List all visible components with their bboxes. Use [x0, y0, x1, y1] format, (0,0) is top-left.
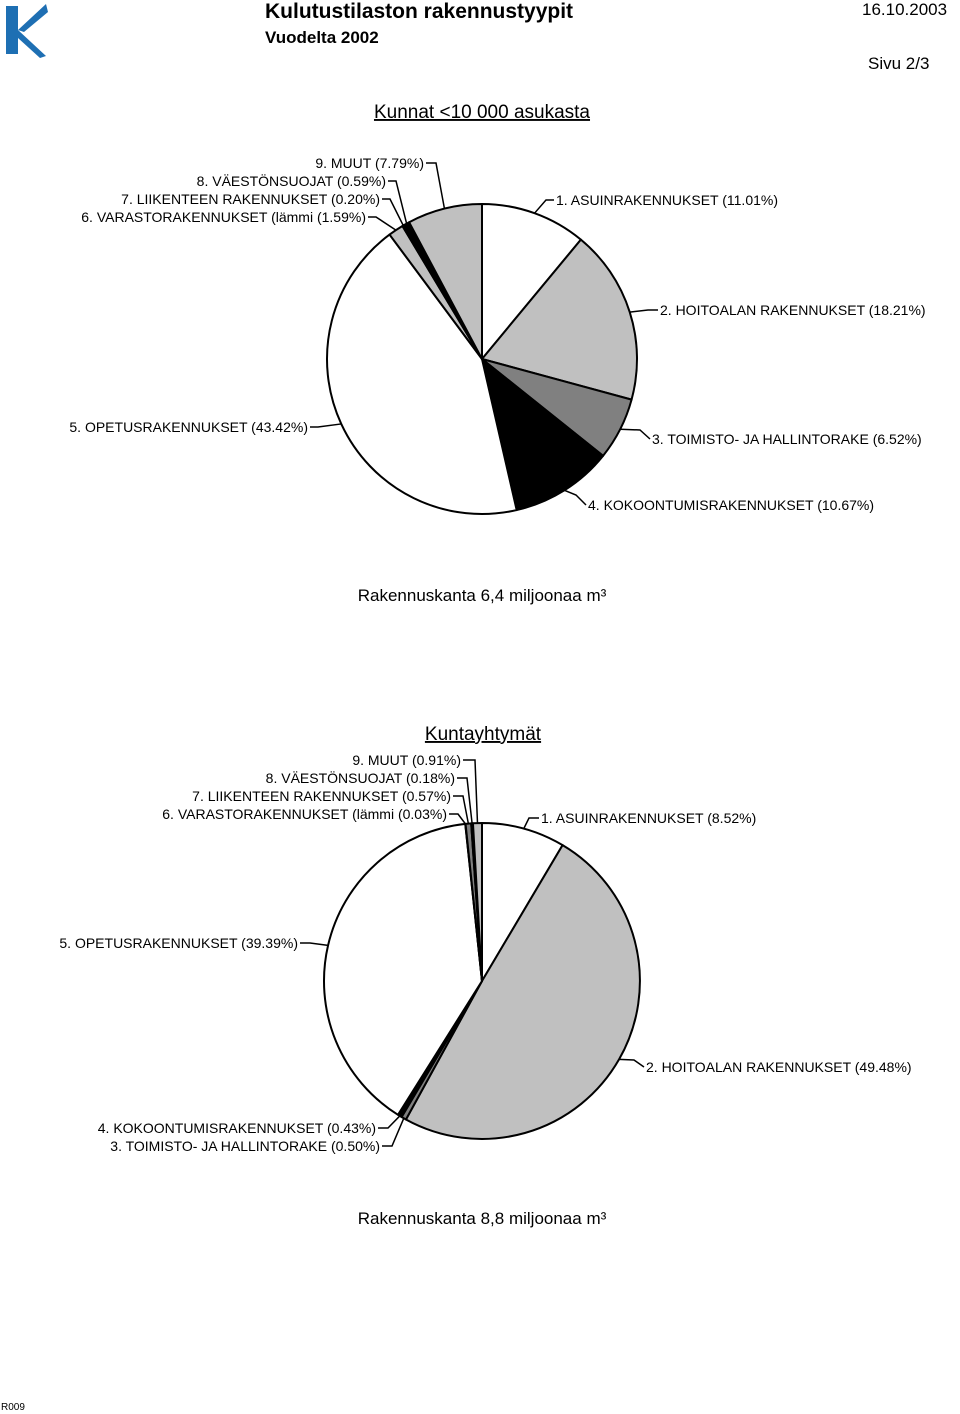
slice-label-1: 1. ASUINRAKENNUKSET (8.52%): [541, 810, 757, 826]
company-logo: [2, 2, 50, 58]
chart-caption: Rakennuskanta 8,8 miljoonaa m³: [357, 1209, 607, 1228]
slice-label-2: 2. HOITOALAN RAKENNUKSET (18.21%): [660, 302, 926, 318]
chart-small-municipalities: [0, 90, 960, 620]
chart-joint-municipal-authorities: [0, 715, 960, 1235]
slice-label-4: 4. KOKOONTUMISRAKENNUKSET (0.43%): [97, 1120, 376, 1136]
report-subtitle: Vuodelta 2002: [265, 28, 379, 47]
leader-line-7: [453, 796, 468, 824]
leader-line-8: [388, 181, 407, 224]
report-date: 16.10.2003: [862, 0, 948, 19]
leader-line-9: [426, 163, 444, 209]
leader-line-6: [368, 217, 396, 230]
leader-line-2: [630, 310, 658, 312]
report-title: Kulutustilaston rakennustyypit: [265, 0, 574, 23]
slice-label-3: 3. TOIMISTO- JA HALLINTORAKE (6.52%): [652, 431, 922, 447]
page-number: Sivu 2/3: [868, 54, 930, 73]
leader-line-2: [619, 1059, 644, 1067]
slice-label-2: 2. HOITOALAN RAKENNUKSET (49.48%): [646, 1059, 912, 1075]
leader-line-1: [524, 818, 539, 829]
slice-label-8: 8. VÄESTÖNSUOJAT (0.59%): [196, 173, 386, 189]
slice-label-7: 7. LIIKENTEEN RAKENNUKSET (0.57%): [192, 788, 451, 804]
pie-chart-joint-municipal-authorities: [0, 715, 960, 1235]
chart-title: Kunnat <10 000 asukasta: [373, 102, 591, 123]
slice-label-9: 9. MUUT (7.79%): [315, 155, 424, 171]
slice-label-9: 9. MUUT (0.91%): [352, 752, 461, 768]
leader-line-4: [378, 1116, 400, 1128]
slice-label-8: 8. VÄESTÖNSUOJAT (0.18%): [265, 770, 455, 786]
slice-label-6: 6. VARASTORAKENNUKSET (lämmi (1.59%): [81, 209, 366, 225]
chart-caption: Rakennuskanta 6,4 miljoonaa m³: [357, 586, 607, 605]
slice-label-1: 1. ASUINRAKENNUKSET (11.01%): [556, 192, 779, 208]
leader-line-6: [449, 814, 465, 824]
report-code: R009: [1, 1402, 25, 1413]
slice-label-5: 5. OPETUSRAKENNUKSET (43.42%): [69, 419, 308, 435]
leader-line-3: [620, 429, 650, 439]
leader-line-4: [564, 490, 586, 505]
leader-line-7: [382, 199, 403, 225]
pie-chart-small-municipalities: [0, 90, 960, 620]
leader-line-5: [310, 424, 341, 427]
slice-label-6: 6. VARASTORAKENNUKSET (lämmi (0.03%): [162, 806, 447, 822]
leader-line-5: [300, 943, 328, 945]
leader-line-1: [535, 200, 554, 213]
slice-label-3: 3. TOIMISTO- JA HALLINTORAKE (0.50%): [110, 1138, 380, 1154]
chart-title: Kuntayhtymät: [424, 724, 542, 745]
slice-label-4: 4. KOKOONTUMISRAKENNUKSET (10.67%): [588, 497, 875, 513]
slice-label-5: 5. OPETUSRAKENNUKSET (39.39%): [59, 935, 298, 951]
slice-label-7: 7. LIIKENTEEN RAKENNUKSET (0.20%): [121, 191, 380, 207]
